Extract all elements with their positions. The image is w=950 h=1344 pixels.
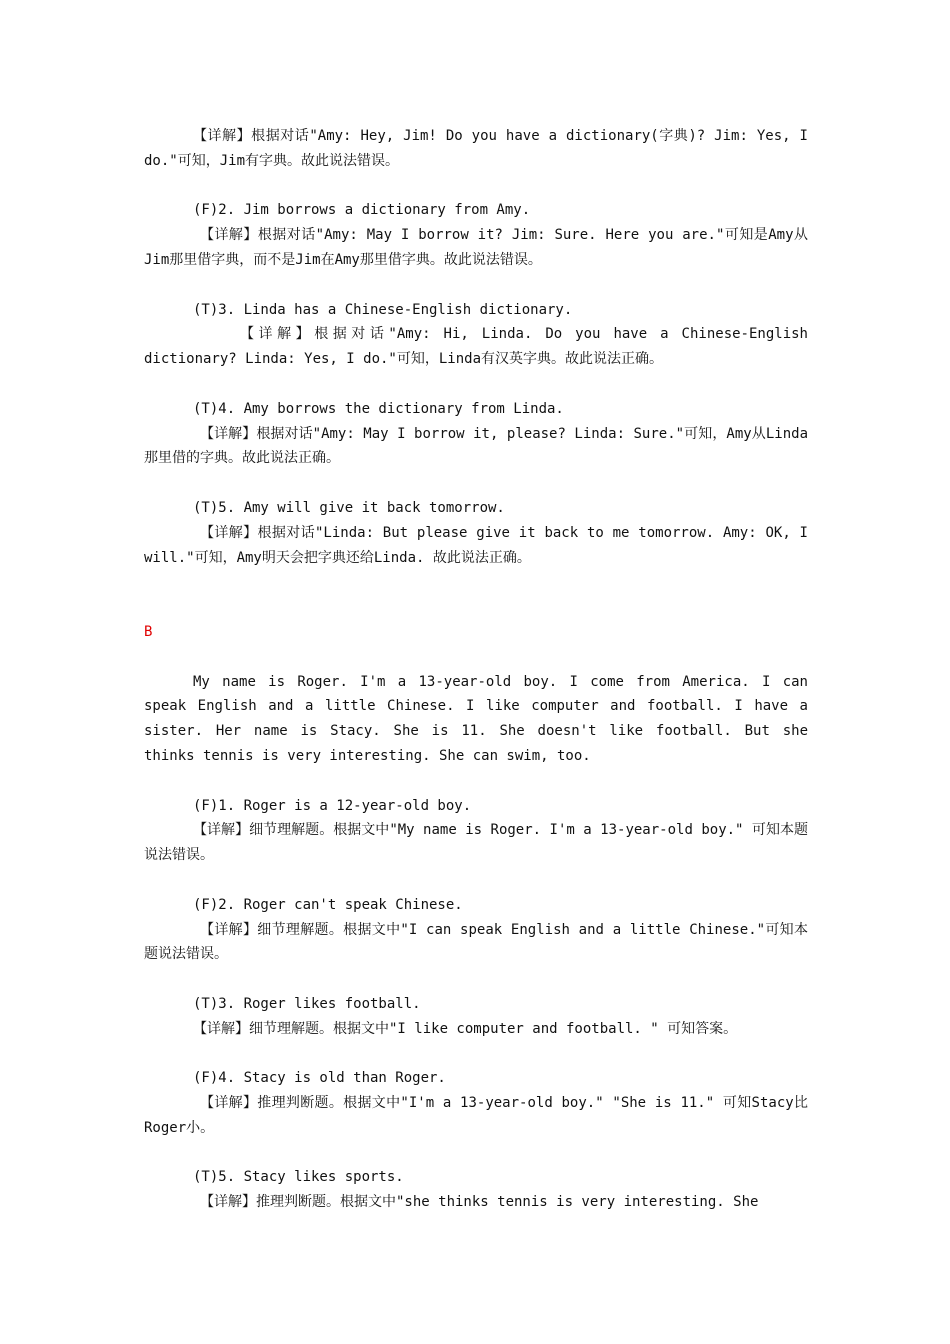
question-b4: (F)4. Stacy is old than Roger. <box>193 1070 446 1087</box>
question-a5: (T)5. Amy will give it back tomorrow. <box>193 499 505 516</box>
explanation-b1: 【详解】细节理解题。根据文中"My name is Roger. I'm a 13-year-old boy." 可知本题说法错误。 <box>144 822 808 864</box>
question-a4: (T)4. Amy borrows the dictionary from Linda. <box>193 400 564 417</box>
document-body <box>144 124 808 1215</box>
reading-passage: My name is Roger. I'm a 13-year-old boy. I come from America. I can speak English and a little Chinese. I like computer and football. I have a sister. Her name is Stacy. She is 11. She doesn't like football. But she thinks tennis is very interesting. She can swim, too. <box>144 673 808 764</box>
explanation-b2: 【详解】细节理解题。根据文中"I can speak English and a little Chinese."可知本题说法错误。 <box>144 921 808 963</box>
question-b2: (F)2. Roger can't speak Chinese. <box>193 896 463 913</box>
question-a2: (F)2. Jim borrows a dictionary from Amy. <box>193 202 531 219</box>
explanation-a5: 【详解】根据对话"Linda: But please give it back to me tomorrow. Amy: OK, I will."可知，Amy明天会把字典还给Linda. 故此说法正确。 <box>144 524 808 566</box>
section-heading-b: B <box>144 623 153 640</box>
question-b3: (T)3. Roger likes football. <box>193 995 421 1012</box>
explanation-b5: 【详解】推理判断题。根据文中"she thinks tennis is very interesting. She <box>200 1194 759 1211</box>
explanation-b3: 【详解】细节理解题。根据文中"I like computer and football. " 可知答案。 <box>193 1020 738 1037</box>
question-a3: (T)3. Linda has a Chinese-English dictionary. <box>193 301 573 318</box>
explanation-a3: 【详解】根据对话"Amy: Hi, Linda. Do you have a Chinese-English dictionary? Linda: Yes, I do."可知，Linda有汉英字典。故此说法正确。 <box>144 326 808 368</box>
explanation-a2: 【详解】根据对话"Amy: May I borrow it? Jim: Sure. Here you are."可知是Amy从Jim那里借字典，而不是Jim在Amy那里借字典。故此说法错误。 <box>144 227 808 268</box>
explanation-a4: 【详解】根据对话"Amy: May I borrow it, please? Linda: Sure."可知，Amy从Linda那里借的字典。故此说法正确。 <box>144 425 808 467</box>
explanation-b4: 【详解】推理判断题。根据文中"I'm a 13-year-old boy." "She is 11." 可知Stacy比Roger小。 <box>144 1095 808 1136</box>
question-b1: (F)1. Roger is a 12-year-old boy. <box>193 797 472 814</box>
question-b5: (T)5. Stacy likes sports. <box>193 1169 404 1186</box>
explanation-a1: 【详解】根据对话"Amy: Hey, Jim! Do you have a dictionary(字典)? Jim: Yes, I do."可知，Jim有字典。故此说法错误。 <box>144 128 808 169</box>
